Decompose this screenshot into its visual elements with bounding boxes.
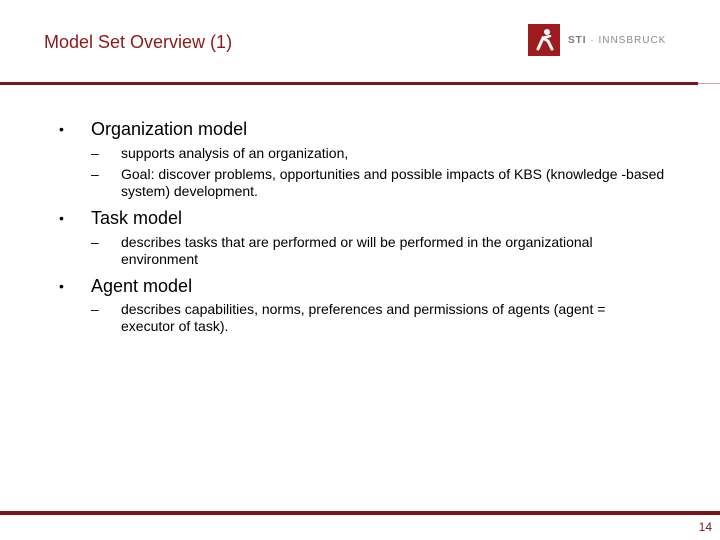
slide-title: Model Set Overview (1)	[44, 32, 233, 52]
bottom-rule	[0, 511, 720, 515]
bullet-agent-model: Agent model	[91, 276, 193, 296]
bullet-task-model: Task model	[91, 208, 183, 228]
top-rule-tail	[698, 83, 720, 84]
bullet-organization-model: Organization model	[91, 119, 248, 139]
sti-innsbruck-logo	[528, 24, 666, 56]
sub-item: describes tasks that are performed or will be performed in the organizational environment	[121, 234, 593, 267]
bullet-marker: •	[59, 210, 64, 226]
bullet-marker: •	[59, 278, 64, 294]
sub-item: describes capabilities, norms, preferences and permissions of agents (agent = executor of task).	[121, 301, 606, 334]
dash-marker: –	[91, 166, 99, 182]
logo-text-sti: STI	[568, 34, 587, 46]
sub-item: Goal: discover problems, opportunities and possible impacts of KBS (knowledge -based system) development.	[121, 166, 665, 199]
dash-marker: –	[91, 234, 99, 250]
sub-item: supports analysis of an organization,	[121, 145, 349, 161]
page-number: 14	[698, 520, 712, 534]
logo-text-innsbruck: · INNSBRUCK	[586, 34, 667, 46]
dash-marker: –	[91, 145, 99, 161]
top-rule	[0, 82, 698, 85]
logo-text	[568, 35, 666, 46]
sti-runner-icon	[528, 24, 560, 56]
bullet-marker: •	[59, 121, 64, 137]
dash-marker: –	[91, 301, 99, 317]
runner-figure	[528, 24, 560, 56]
